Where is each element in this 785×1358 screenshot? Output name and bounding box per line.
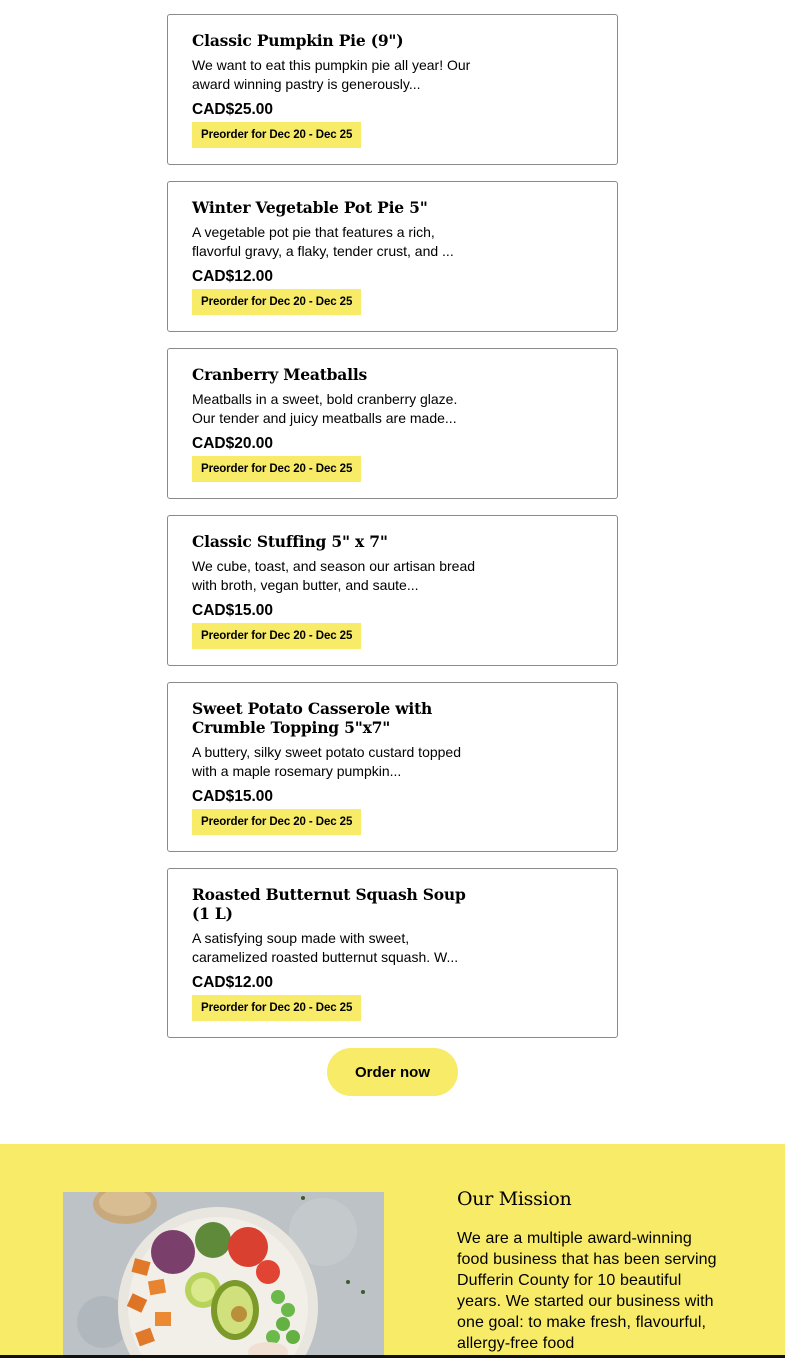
menu-item-list: [167, 14, 618, 1054]
menu-item-title: Winter Vegetable Pot Pie 5": [192, 198, 428, 217]
salad-bowl-image: [63, 1192, 384, 1358]
menu-item-description: We want to eat this pumpkin pie all year! Our award winning pastry is generously...: [192, 57, 471, 92]
menu-item-title: Sweet Potato Casserole with Crumble Topping 5"x7": [192, 699, 433, 737]
order-now-button[interactable]: Order now: [327, 1048, 458, 1096]
menu-item-card[interactable]: [167, 515, 618, 666]
menu-item-price: CAD$25.00: [192, 101, 273, 118]
menu-item-price: CAD$15.00: [192, 602, 273, 619]
salad-bowl-illustration: [63, 1192, 384, 1358]
menu-item-description: A buttery, silky sweet potato custard topped with a maple rosemary pumpkin...: [192, 744, 462, 779]
preorder-badge: Preorder for Dec 20 - Dec 25: [192, 995, 361, 1021]
preorder-badge: Preorder for Dec 20 - Dec 25: [192, 623, 361, 649]
menu-item-card[interactable]: [167, 181, 618, 332]
mission-title: Our Mission: [457, 1188, 572, 1210]
preorder-badge: Preorder for Dec 20 - Dec 25: [192, 122, 361, 148]
mission-section: [0, 1144, 785, 1358]
menu-item-price: CAD$20.00: [192, 435, 273, 452]
menu-item-description: A satisfying soup made with sweet, caramelized roasted butternut squash. W...: [192, 930, 459, 965]
preorder-badge: Preorder for Dec 20 - Dec 25: [192, 456, 361, 482]
menu-item-title: Roasted Butternut Squash Soup (1 L): [192, 885, 466, 923]
menu-item-price: CAD$12.00: [192, 974, 273, 991]
menu-item-title: Classic Pumpkin Pie (9"): [192, 31, 404, 50]
menu-item-description: We cube, toast, and season our artisan bread with broth, vegan butter, and saute...: [192, 558, 476, 593]
menu-item-card[interactable]: [167, 14, 618, 165]
preorder-badge: Preorder for Dec 20 - Dec 25: [192, 809, 361, 835]
menu-item-card[interactable]: [167, 348, 618, 499]
menu-item-price: CAD$12.00: [192, 268, 273, 285]
menu-item-title: Cranberry Meatballs: [192, 365, 368, 384]
preorder-badge: Preorder for Dec 20 - Dec 25: [192, 289, 361, 315]
menu-item-description: Meatballs in a sweet, bold cranberry glaze. Our tender and juicy meatballs are made...: [192, 391, 458, 426]
menu-item-title: Classic Stuffing 5" x 7": [192, 532, 388, 551]
menu-item-card[interactable]: [167, 682, 618, 852]
menu-item-price: CAD$15.00: [192, 788, 273, 805]
menu-item-description: A vegetable pot pie that features a rich, flavorful gravy, a flaky, tender crust, and ...: [192, 224, 454, 259]
mission-text: We are a multiple award-winning food business that has been serving Dufferin County for 10 beautiful years. We started our business with one goal: to make fresh, flavourful, allergy-free food: [457, 1230, 717, 1352]
menu-item-card[interactable]: [167, 868, 618, 1038]
